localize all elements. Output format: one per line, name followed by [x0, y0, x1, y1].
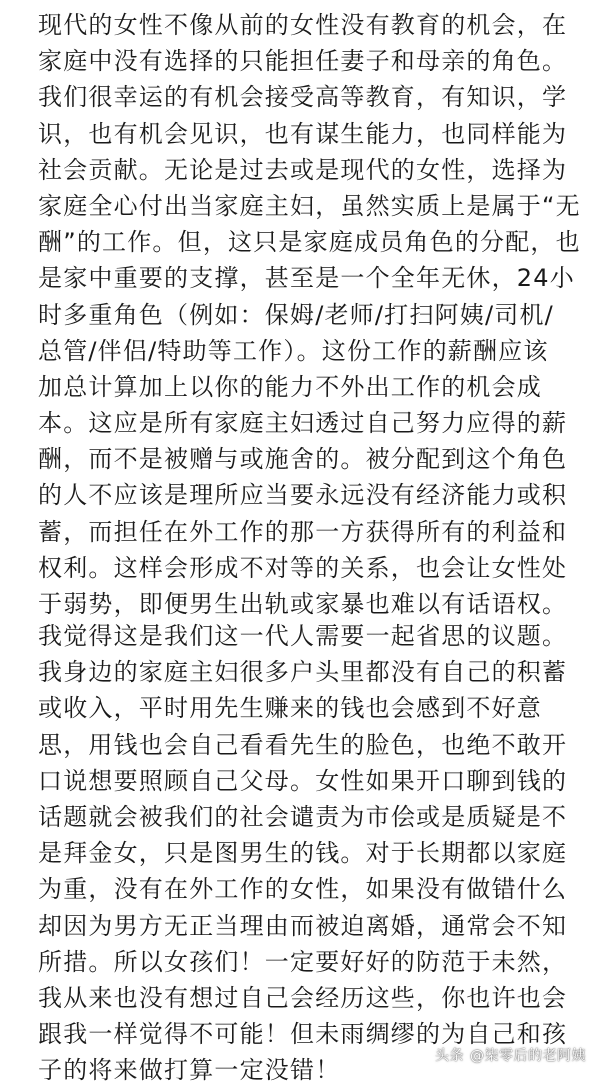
text-line: 识，也有机会见识，也有谋生能力，也同样能为 — [38, 119, 568, 148]
paragraph-2 — [0, 618, 600, 1088]
text-line: 却因为男方无正当理由而被迫离婚，通常会不知 — [38, 911, 568, 940]
text-line: 的人不应该是理所应当要永远没有经济能力或积 — [38, 481, 568, 510]
text-line: 话题就会被我们的社会谴责为市侩或是质疑是不 — [38, 802, 568, 831]
text-line: 思，用钱也会自己看看先生的脸色，也绝不敢开 — [38, 730, 568, 759]
text-line: 酬，而不是被赠与或施舍的。被分配到这个角色 — [38, 445, 568, 474]
text-line: 加总计算加上以你的能力不外出工作的机会成 — [38, 372, 542, 401]
text-line: 为重，没有在外工作的女性，如果没有做错什么 — [38, 875, 568, 904]
text-line: 家庭中没有选择的只能担任妻子和母亲的角色。 — [38, 47, 568, 76]
text-line: 社会贡献。无论是过去或是现代的女性，选择为 — [38, 155, 568, 184]
paragraph-1 — [0, 7, 600, 622]
text-line: 蓄，而担任在外工作的那一方获得所有的利益和 — [38, 517, 568, 546]
text-line: 或收入，平时用先生赚来的钱也会感到不好意 — [38, 694, 542, 723]
watermark-prefix: 头条 — [435, 1048, 464, 1064]
text-line: 我从来也没有想过自己会经历这些，你也许也会 — [38, 983, 568, 1012]
text-line: 本。这应是所有家庭主妇透过自己努力应得的薪 — [38, 409, 568, 438]
text-line: 权利。这样会形成不对等的关系，也会让女性处 — [38, 553, 568, 582]
text-line: 跟我一样觉得不可能！但未雨绸缪的为自己和孩 — [38, 1020, 568, 1049]
text-line: 我觉得这是我们这一代人需要一起省思的议题。 — [38, 622, 568, 650]
source-watermark — [435, 1045, 586, 1067]
text-line: 我身边的家庭主妇很多户头里都没有自己的积蓄 — [38, 658, 568, 687]
text-line: 总管/伴侣/特助等工作）。这份工作的薪酬应该 — [38, 336, 549, 365]
text-line: 现代的女性不像从前的女性没有教育的机会，在 — [38, 11, 568, 39]
text-line: 子的将来做打算一定没错！ — [38, 1056, 341, 1085]
text-line: 是拜金女，只是图男生的钱。对于长期都以家庭 — [38, 839, 568, 868]
text-line: 是家中重要的支撑，甚至是一个全年无休，24小 — [38, 264, 575, 293]
text-line: 口说想要照顾自己父母。女性如果开口聊到钱的 — [38, 766, 568, 795]
text-line: 家庭全心付出当家庭主妇，虽然实质上是属于“无 — [38, 191, 581, 220]
text-line: 于弱势，即便男生出轨或家暴也难以有话语权。 — [38, 590, 568, 618]
text-line: 我们很幸运的有机会接受高等教育，有知识，学 — [38, 83, 568, 112]
text-line: 酬”的工作。但，这只是家庭成员角色的分配，也 — [38, 228, 581, 257]
text-line: 所措。所以女孩们！一定要好好的防范于未然， — [38, 947, 568, 976]
text-line: 时多重角色（例如：保姆/老师/打扫阿姨/司机/ — [38, 300, 554, 329]
watermark-handle: @柒零后的老阿姨 — [470, 1048, 586, 1064]
